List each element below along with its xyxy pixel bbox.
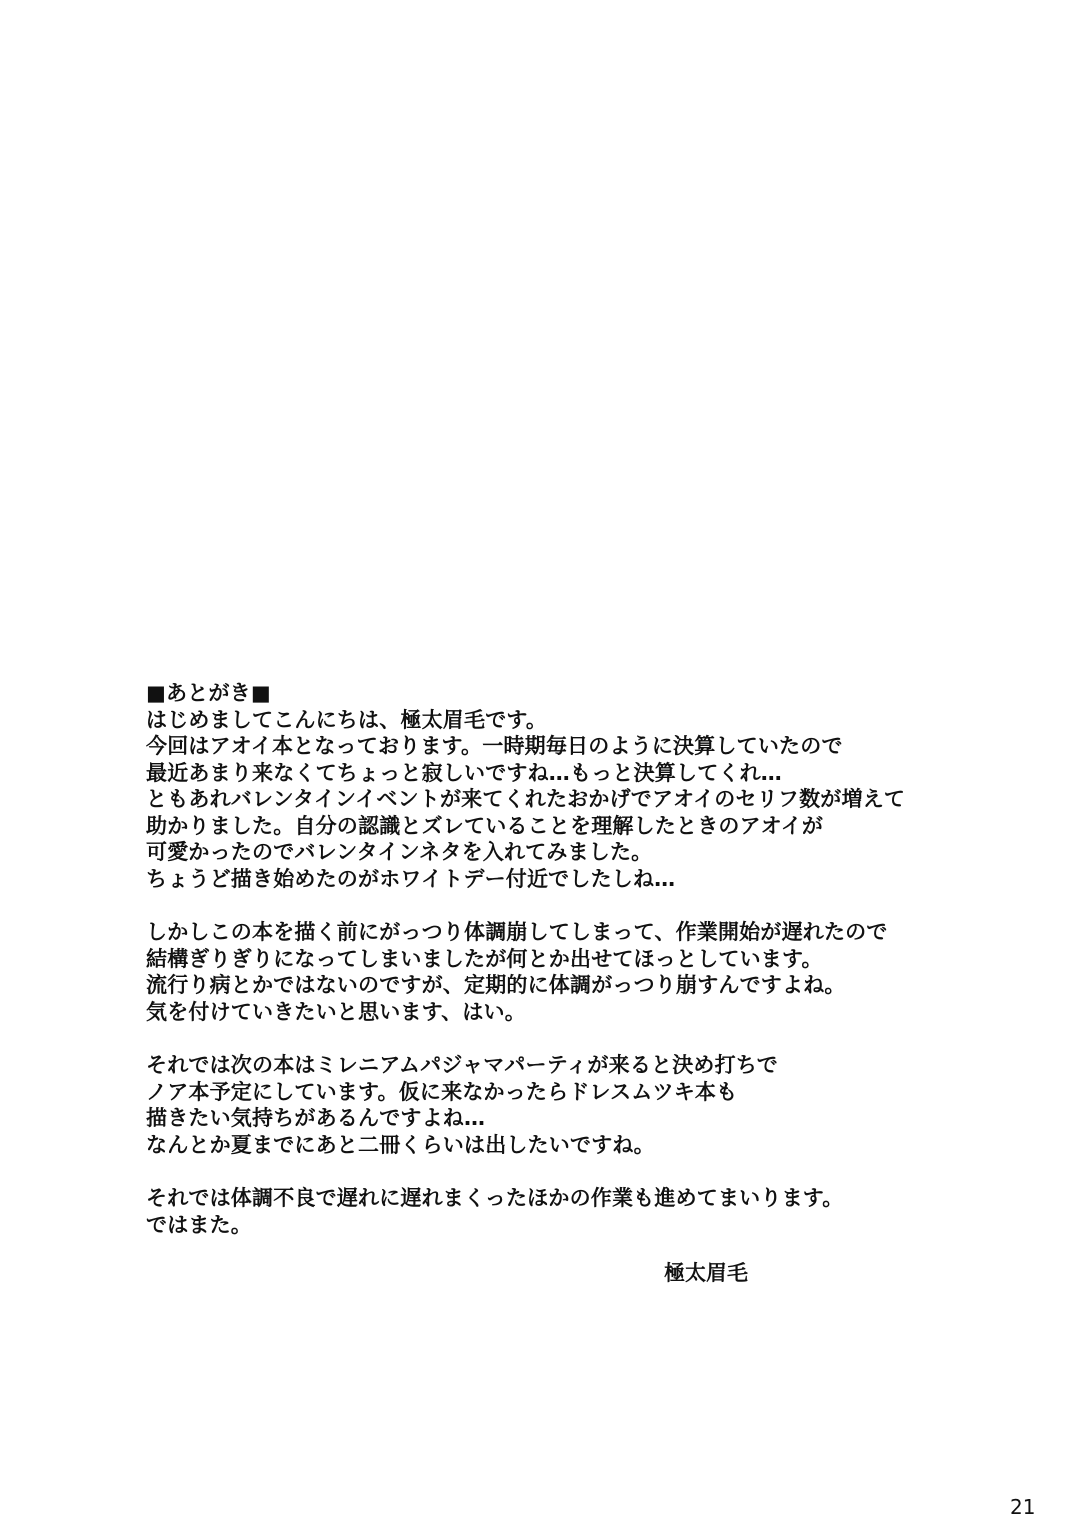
text-line: ちょうど描き始めたのがホワイトデー付近でしたしね…: [146, 866, 676, 891]
paragraph-2: [146, 919, 966, 1025]
text-line: 可愛かったのでバレンタインネタを入れてみました。: [146, 840, 653, 864]
paragraph-4: [146, 1185, 966, 1238]
text-line: 今回はアオイ本となっております。一時期毎日のように決算していたので: [146, 734, 843, 758]
text-line: 描きたい気持ちがあるんですよね…: [146, 1106, 486, 1130]
text-line: 助かりました。自分の認識とズレていることを理解したときのアオイが: [146, 813, 824, 838]
text-line: しかしこの本を描く前にがっつり体調崩してしまって、作業開始が遅れたので: [146, 920, 888, 944]
text-line: 最近あまり来なくてちょっと寂しいですね…もっと決算してくれ…: [146, 760, 782, 785]
text-line: なんとか夏までにあと二冊くらいは出したいですね。: [146, 1132, 655, 1157]
paragraph-gap: [146, 892, 966, 919]
paragraph-gap: [146, 1025, 966, 1052]
text-line: はじめましてこんにちは、極太眉毛です。: [146, 707, 548, 732]
afterword-text-block: [146, 680, 966, 1238]
paragraph-3: [146, 1052, 966, 1158]
afterword-heading: ■あとがき■: [146, 681, 271, 705]
text-line: 結構ぎりぎりになってしまいましたが何とか出せてほっとしています。: [146, 946, 823, 971]
paragraph-1: [146, 707, 966, 893]
page-number: 21: [1010, 1495, 1036, 1519]
text-line: 気を付けていきたいと思います、はい。: [146, 999, 526, 1024]
paragraph-gap: [146, 1158, 966, 1185]
text-line: ノア本予定にしています。仮に来なかったらドレスムツキ本も: [146, 1079, 738, 1104]
text-line: それでは体調不良で遅れに遅れまくったほかの作業も進めてまいります。: [146, 1186, 844, 1210]
text-line: ともあれバレンタインイベントが来てくれたおかげでアオイのセリフ数が増えて: [146, 787, 906, 811]
text-line: ではまた。: [146, 1212, 252, 1237]
author-signature: 極太眉毛: [664, 1261, 748, 1285]
text-line: それでは次の本はミレニアムパジャマパーティが来ると決め打ちで: [146, 1053, 779, 1077]
text-line: 流行り病とかではないのですが、定期的に体調がっつり崩すんですよね。: [146, 973, 846, 997]
